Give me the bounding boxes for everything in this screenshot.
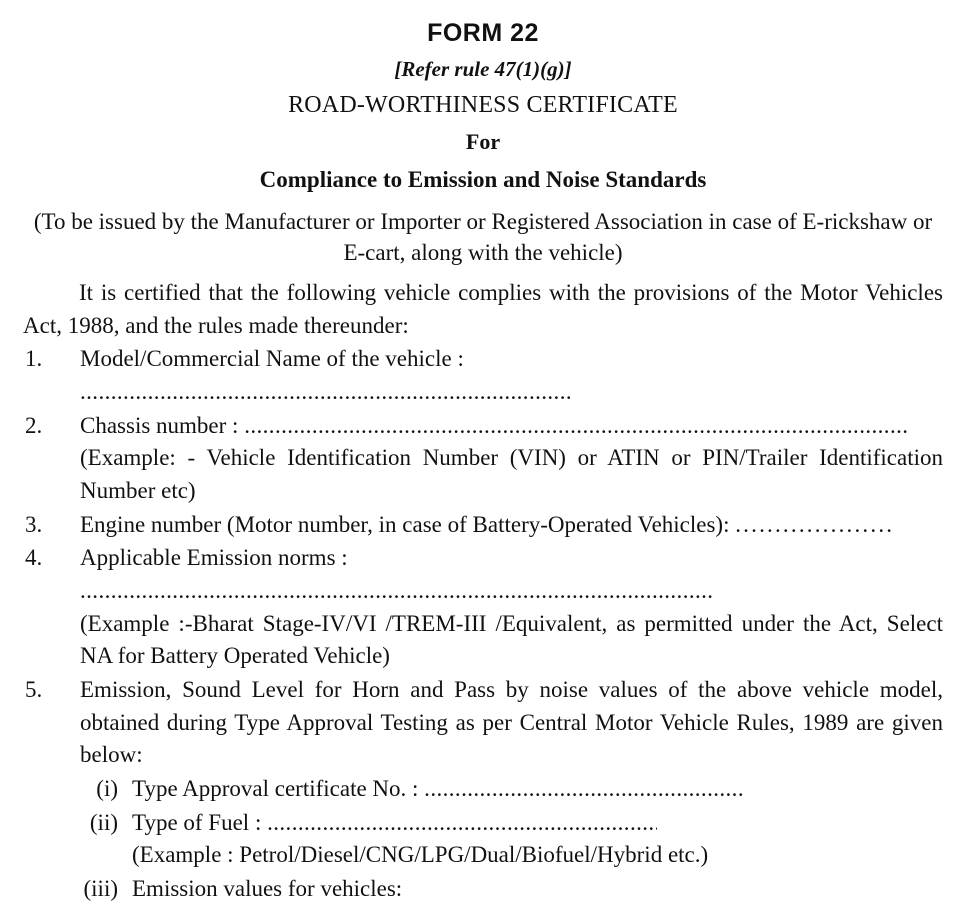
list-item-4 bbox=[0, 542, 966, 673]
certification-statement: It is certified that the following vehicle complies with the provisions of the Motor Vehicles Act, 1988, and the rules made thereunder: bbox=[23, 280, 943, 338]
sub-item-text-i bbox=[132, 773, 966, 806]
item-text-2 bbox=[80, 410, 966, 443]
item-text-4 bbox=[80, 542, 966, 607]
sub-item-number-i: (i) bbox=[96, 775, 118, 801]
sub-item-text-ii bbox=[132, 807, 966, 840]
item-text-3 bbox=[80, 509, 966, 542]
sub-item-label-ii: Type of Fuel : bbox=[132, 809, 268, 835]
list-item-5 bbox=[0, 674, 966, 772]
item-text-1 bbox=[80, 343, 966, 408]
sub-item-label-i: Type Approval certificate No. : bbox=[132, 775, 425, 801]
for-label: For bbox=[465, 129, 501, 154]
item-number-4: 4. bbox=[25, 545, 43, 571]
item-label-2: Chassis number : bbox=[80, 412, 245, 438]
dotted-leader-1[interactable] bbox=[80, 376, 570, 409]
sub-item-example-ii: (Example : Petrol/Diesel/CNG/LPG/Dual/Biofuel/Hybrid etc.) bbox=[132, 842, 709, 868]
item-text-5: Emission, Sound Level for Horn and Pass by noise values of the above vehicle model, obtained during Type Approval Testing as per Central Motor Vehicle Rules, 1989 are given below: bbox=[80, 676, 943, 768]
numbered-items-list bbox=[0, 343, 966, 772]
sub-item-text-iii: Emission values for vehicles: bbox=[132, 875, 403, 901]
item-example-2: (Example: - Vehicle Identification Number (VIN) or ATIN or PIN/Trailer Identification Number etc) bbox=[80, 445, 943, 504]
sub-item-number-ii: (ii) bbox=[89, 809, 118, 835]
item-number-5: 5. bbox=[25, 676, 43, 702]
dotted-leader-3[interactable] bbox=[735, 509, 895, 542]
sub-item-number-iii: (iii) bbox=[83, 875, 118, 901]
certificate-subject: Compliance to Emission and Noise Standards bbox=[259, 167, 707, 192]
dotted-leader-type-of-fuel[interactable] bbox=[267, 807, 657, 840]
item-number-2: 2. bbox=[25, 412, 43, 438]
sub-list-item-iii bbox=[0, 873, 966, 906]
dotted-leader-type-approval[interactable] bbox=[424, 773, 744, 806]
item-label-3: Engine number (Motor number, in case of Battery-Operated Vehicles): bbox=[80, 511, 736, 537]
sub-items-list bbox=[0, 773, 966, 906]
form-number-heading: FORM 22 bbox=[427, 19, 539, 47]
item-label-4: Applicable Emission norms : bbox=[80, 545, 348, 571]
sub-list-item-i bbox=[0, 773, 966, 806]
item-example-4: (Example :-Bharat Stage-IV/VI /TREM-III /Equivalent, as permitted under the Act, Select NA for Battery Operated Vehicle) bbox=[80, 610, 943, 669]
list-item-1 bbox=[0, 343, 966, 408]
list-item-2 bbox=[0, 410, 966, 508]
sub-list-item-ii bbox=[0, 807, 966, 840]
certificate-title: ROAD-WORTHINESS CERTIFICATE bbox=[288, 92, 678, 118]
list-item-3 bbox=[0, 509, 966, 542]
item-number-1: 1. bbox=[25, 346, 43, 372]
document-header bbox=[0, 0, 966, 268]
rule-reference: [Refer rule 47(1)(g)] bbox=[394, 57, 572, 81]
issuance-note: (To be issued by the Manufacturer or Importer or Registered Association in case of E-rickshaw or E-cart, along with the vehicle) bbox=[33, 209, 933, 266]
item-number-3: 3. bbox=[25, 511, 43, 537]
dotted-leader-4[interactable] bbox=[80, 575, 715, 608]
sub-item-example-container-ii bbox=[0, 839, 966, 872]
dotted-leader-2[interactable] bbox=[244, 410, 909, 443]
item-label-1: Model/Commercial Name of the vehicle : bbox=[80, 346, 464, 372]
